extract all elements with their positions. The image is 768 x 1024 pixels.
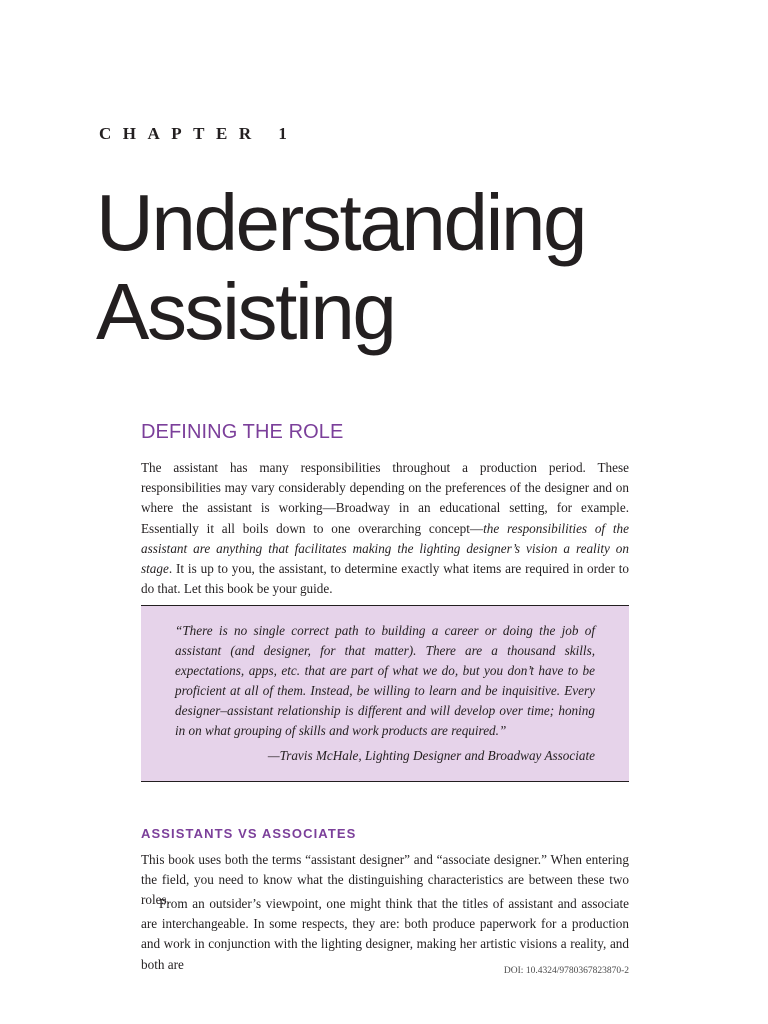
chapter-title-line-2: Assisting [96, 267, 395, 356]
doi-footer: DOI: 10.4324/9780367823870-2 [503, 966, 629, 976]
pull-quote-box [141, 605, 629, 782]
intro-paragraph [141, 458, 629, 599]
section-heading: DEFINING THE ROLE [141, 421, 344, 443]
subsection-heading: ASSISTANTS VS ASSOCIATES [141, 826, 357, 841]
intro-paragraph-text-b: . It is up to you, the assistant, to determine exactly what items are required in order to do that. Let this book be your guide. [141, 561, 629, 597]
chapter-title [96, 178, 585, 356]
body-paragraph-3: From an outsider’s viewpoint, one might think that the titles of assistant and associate are interchangeable. In some respects, they are: both produce paperwork for a production and work in conjunction with the lighting designer, making her artistic visions a reality, and both are [141, 896, 629, 972]
pull-quote-attribution: —Travis McHale, Lighting Designer and Broadway Associate [267, 748, 595, 763]
pull-quote-text: “There is no single correct path to building a career or doing the job of assistant (and designer, for that matter). There are a thousand skills, expectations, apps, etc. that are part of what we do, but you don’t have to be proficient at all of them. Instead, be willing to learn and be inquisitive. Every designer–assistant relationship is different and will develop over time; honing in on what grouping of skills and work products are required.” [175, 623, 595, 739]
chapter-label: CHAPTER 1 [99, 124, 299, 143]
body-paragraph-2: This book uses both the terms “assistant designer” and “associate designer.” When entering the field, you need to know what the distinguishing characteristics are between these two roles. [141, 852, 629, 908]
intro-paragraph-emphasis: the responsibilities of the assistant are anything that facilitates making the lighting designer’s vision a reality on stage [141, 520, 629, 577]
chapter-title-line-1: Understanding [96, 178, 586, 267]
intro-paragraph-text-a: The assistant has many responsibilities throughout a production period. These responsibilities may vary considerably depending on the preferences of the designer and on where the assistant is working—Broadway in an educational setting, for example. Essentially it all boils down to one overarching concept— [141, 460, 629, 536]
